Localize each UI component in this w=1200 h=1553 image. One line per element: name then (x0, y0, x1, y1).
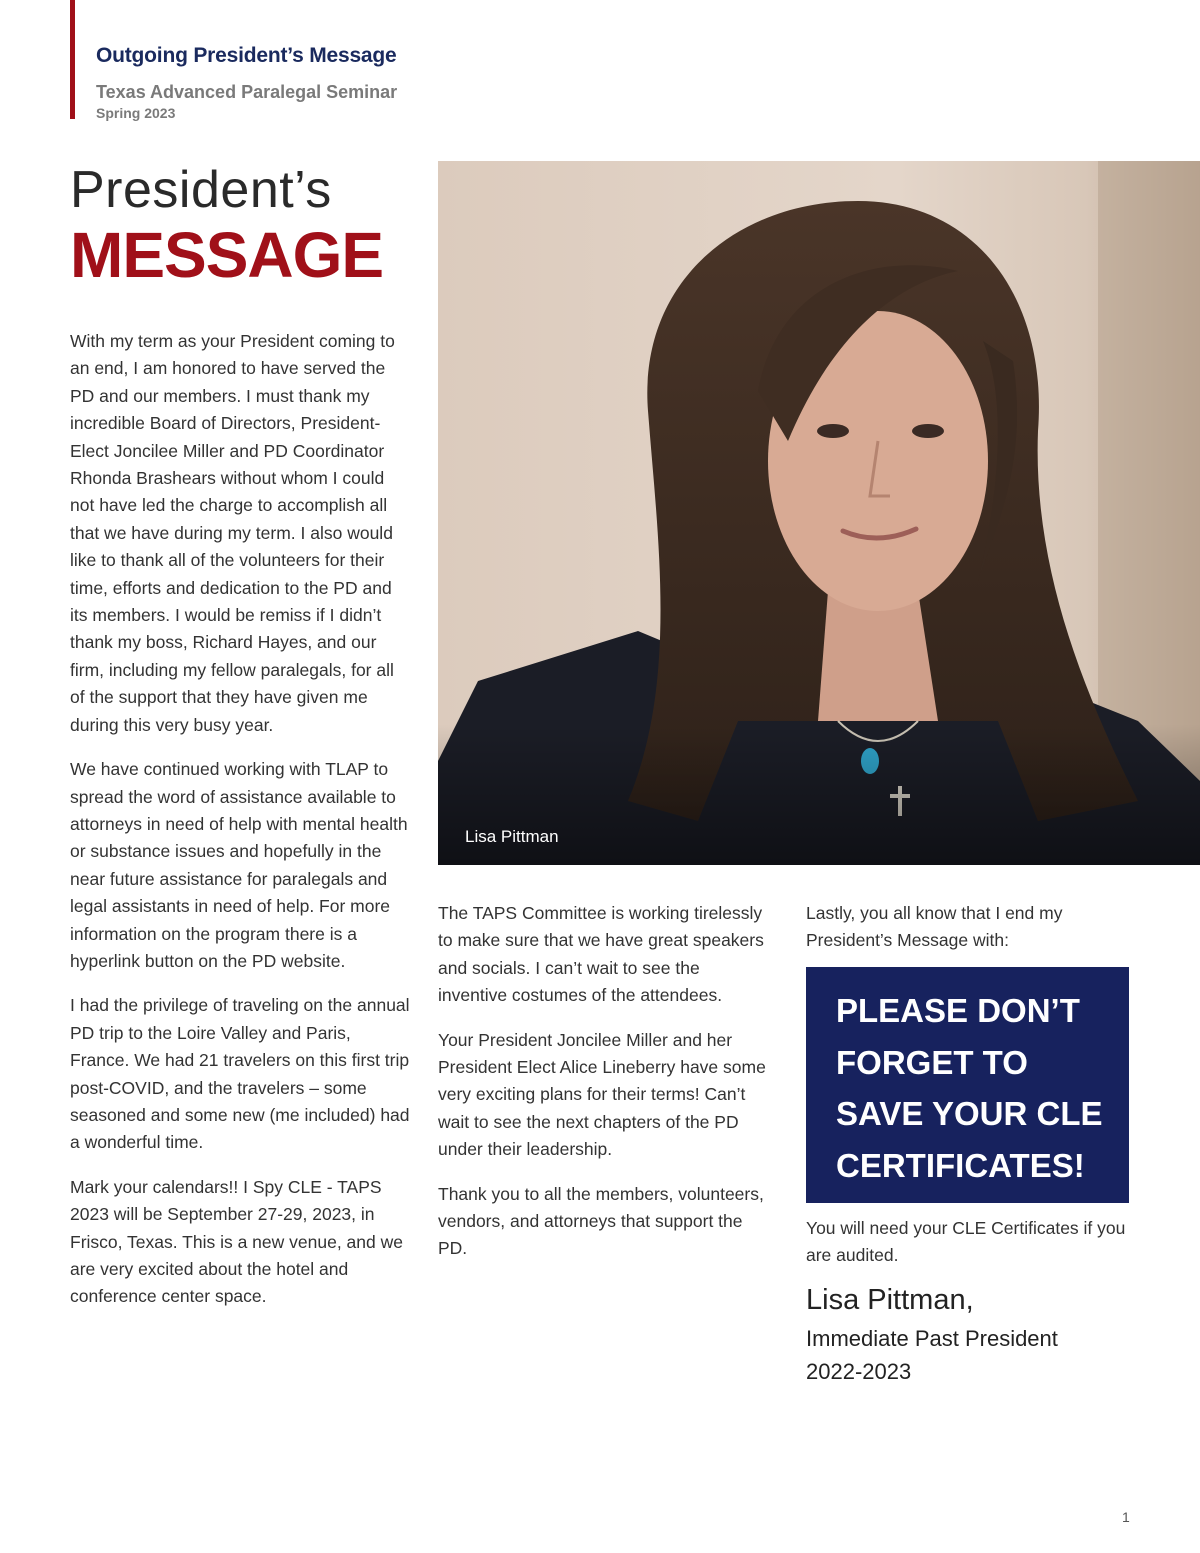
signature-name: Lisa Pittman, (806, 1284, 974, 1316)
cle-reminder-callout (806, 967, 1129, 1203)
column-3-intro: Lastly, you all know that I end my President’s Message with: (806, 903, 1063, 951)
audit-note: You will need your CLE Certificates if you are audited. (806, 1218, 1126, 1266)
photo-caption: Lisa Pittman (465, 827, 559, 846)
signature-term: 2022-2023 (806, 1359, 912, 1384)
paragraph: With my term as your President coming to an end, I am honored to have served the PD and our members. I must thank my incredible Board of Directors, President-Elect Joncilee Miller and PD Coordinator Rhonda Brashears without whom I could not have led the charge to accomplish all that we have during my term. I also would like to thank all of the volunteers for their time, efforts and dedication to the PD and its members. I would be remiss if I didn’t thank my boss, Richard Hayes, and our firm, including my fellow paralegals, for all of the support that they have given me during this very busy year. (70, 331, 395, 735)
signature-block (806, 1322, 1058, 1388)
paragraph: Mark your calendars!! I Spy CLE - TAPS 2023 will be September 27-29, 2023, in Frisco, Texas. This is a new venue, and we are very excited about the hotel and conference center space. (70, 1176, 403, 1307)
page-title-line1: President’s (70, 161, 332, 219)
paragraph: Your President Joncilee Miller and her President Elect Alice Lineberry have some very exciting plans for their terms! Can’t wait to see the next chapters of the PD under their leadership. (438, 1029, 766, 1160)
column-1 (70, 328, 410, 1328)
section-title: Outgoing President’s Message (96, 44, 397, 67)
portrait-photo (438, 161, 1200, 865)
paragraph: Thank you to all the members, volunteers, vendors, and attorneys that support the PD. (438, 1183, 764, 1259)
header-accent-bar (70, 0, 75, 119)
publication-name: Texas Advanced Paralegal Seminar (96, 82, 398, 102)
paragraph: We have continued working with TLAP to spread the word of assistance available to attorneys in need of help with mental health or substance issues and hopefully in the near future assistance for paralegals and legal assistants in need of help. For more information on the program there is a hyperlink button on the PD website. (70, 759, 408, 971)
portrait-illustration (438, 161, 1200, 865)
signature-role: Immediate Past President (806, 1326, 1058, 1351)
page-number: 1 (1122, 1509, 1130, 1525)
column-2 (438, 900, 768, 1280)
paragraph: I had the privilege of traveling on the annual PD trip to the Loire Valley and Paris, France. We had 21 travelers on this first trip post-COVID, and the travelers – some seasoned and some new (me included) had a wonderful time. (70, 995, 410, 1153)
callout-text: PLEASE DON’T FORGET TO SAVE YOUR CLE CERTIFICATES! (836, 992, 1103, 1184)
paragraph: The TAPS Committee is working tirelessly to make sure that we have great speakers and socials. I can’t wait to see the inventive costumes of the attendees. (438, 903, 764, 1006)
issue-date: Spring 2023 (96, 105, 176, 121)
page-title-line2: MESSAGE (70, 219, 384, 291)
